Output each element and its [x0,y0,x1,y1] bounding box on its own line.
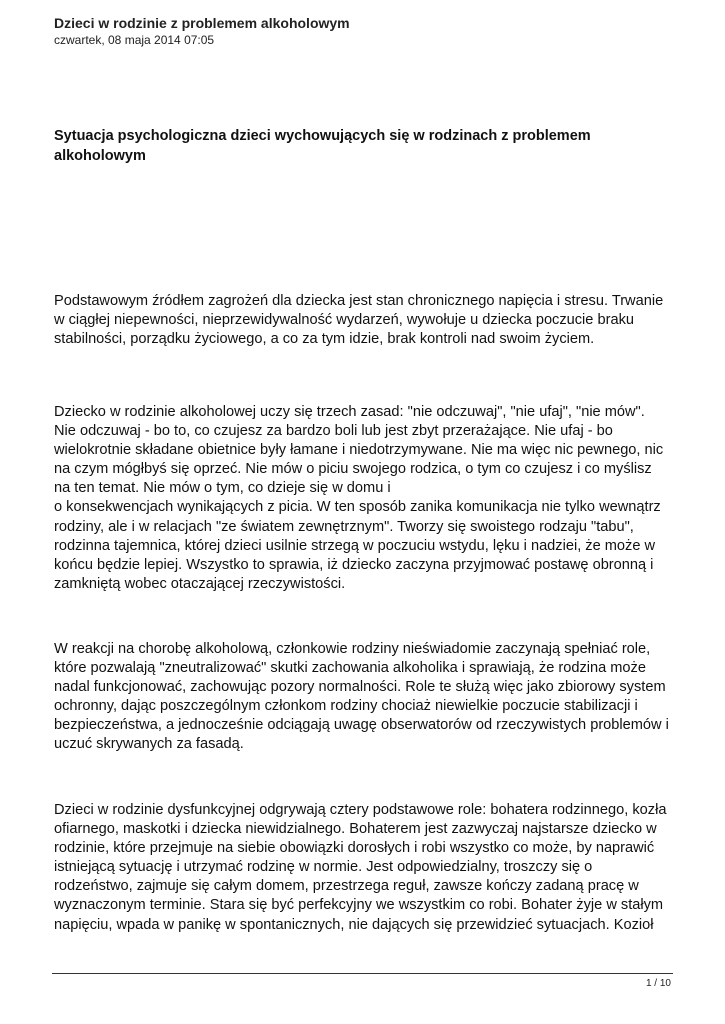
header-date: czwartek, 08 maja 2014 07:05 [54,33,215,47]
paragraph-3: W reakcji na chorobę alkoholową, członkowie rodziny nieświadomie zaczynają spełniać role, które pozwalają "zneutralizować" skutki zachowania alkoholika i sprawiają, że rodzina może nadal funkcjonować, zachowując pozory normalności. Role te służą więc jako zbiorowy system ochronny, dając poszczególnym członkom rodziny chociaż niewielkie poczucie stabilizacji i bezpieczeństwa, a jednocześnie odciągają uwagę obserwatorów od rzeczywistych problemów i uczuć skrywanych za fasadą. [54,641,669,753]
header-title: Dzieci w rodzinie z problemem alkoholowym [54,15,350,31]
paragraph-4: Dzieci w rodzinie dysfunkcyjnej odgrywają cztery podstawowe role: bohatera rodzinnego, kozła ofiarnego, maskotki i dziecka niewidzialnego. Bohaterem jest zazwyczaj najstarsze dziecko w rodzinie, które przejmuje na siebie obowiązki dorosłych i robi wszystko co może, by naprawić istniejącą sytuację i utrzymać rodzinę w normie. Jest odpowiedzialny, troszczy się o rodzeństwo, zajmuje się całym domem, przestrzega reguł, zawsze kończy zadaną pracę w wyznaczonym terminie. Stara się być perfekcyjny we wszystkim co robi. Bohater żyje w stałym napięciu, wpada w panikę w spontanicznych, nie dających się przewidzieć sytuacjach. Kozioł [54,802,667,933]
page-header [54,14,674,48]
article-title: Sytuacja psychologiczna dzieci wychowujących się w rodzinach z problemem alkoholowym [54,128,591,164]
footer-divider [52,973,673,974]
page-number: 1 / 10 [645,978,671,989]
paragraph-2: Dziecko w rodzinie alkoholowej uczy się trzech zasad: "nie odczuwaj", "nie ufaj", "nie mów". Nie odczuwaj - bo to, co czujesz za bardzo boli lub jest zbyt przerażające. Nie ufaj - bo wielokrotnie składane obietnice były łamane i niedotrzymywane. Nie ma więc nic pewnego, nic na czym mógłbyś się oprzeć. Nie mów o piciu swojego rodzica, o tym co czujesz i co myślisz na ten temat. Nie mów o tym, co dzieje się w domu i o konsekwencjach wynikających z picia. W ten sposób zanika komunikacja nie tylko wewnątrz rodziny, ale i w relacjach "ze światem zewnętrznym". Tworzy się swoistego rodzaju "tabu", rodzinna tajemnica, której dzieci usilnie strzegą w poczuciu wstydu, lęku i nadziei, że może w końcu będzie lepiej. Wszystko to sprawia, iż dziecko zaczyna przyjmować postawę obronną i zamkniętą wobec otaczającej rzeczywistości. [54,404,664,592]
paragraph-1: Podstawowym źródłem zagrożeń dla dziecka jest stan chronicznego napięcia i stresu. Trwanie w ciągłej niepewności, nieprzewidywalność wydarzeń, wywołuje u dziecka poczucie braku stabilności, porządku życiowego, a co za tym idzie, brak kontroli nad swoim życiem. [54,293,664,348]
